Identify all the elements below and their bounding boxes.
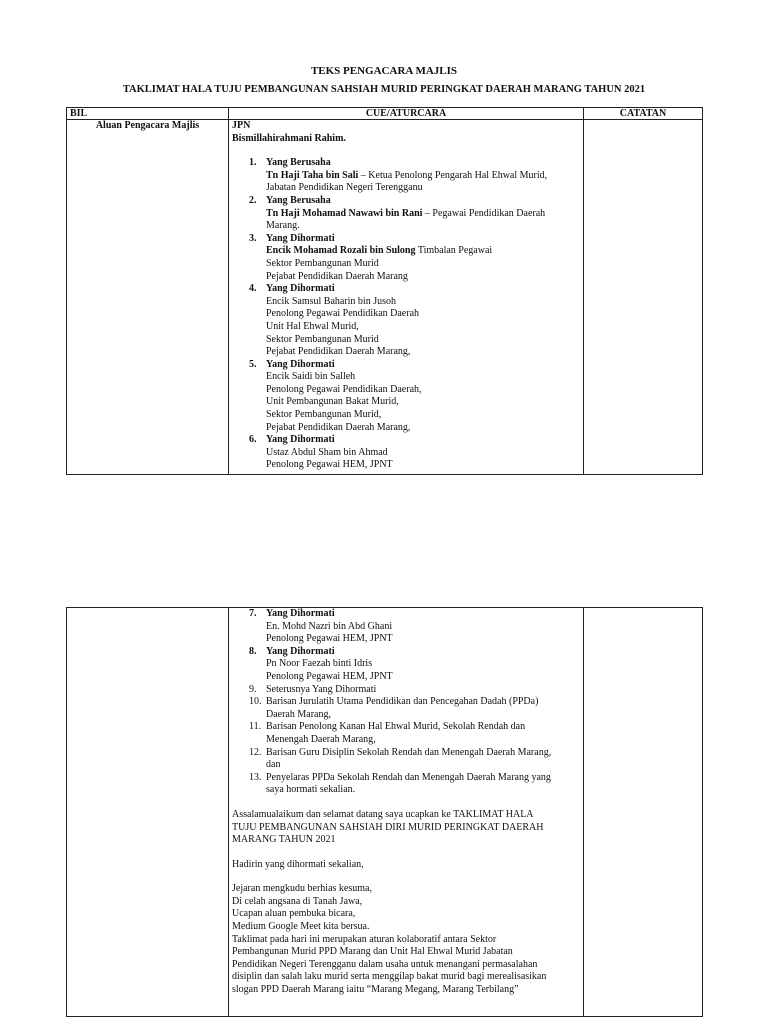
item-detail: dan — [266, 759, 281, 771]
item-detail: Penolong Pegawai HEM, JPNT — [266, 670, 393, 682]
item-detail: Menengah Daerah Marang, — [266, 733, 376, 745]
list-item — [232, 684, 580, 697]
cue-cell — [229, 608, 584, 1017]
item-detail: Sektor Pembangunan Murid, — [266, 409, 382, 421]
greeting-line: MARANG TAHUN 2021 — [232, 834, 336, 846]
pantun-line: Jejaran mengkudu berhias kesuma, — [232, 883, 372, 895]
closing-line: Pendidikan Negeri Terengganu dalam usaha untuk menangani permasalahan — [232, 958, 538, 970]
item-detail: Timbalan Pegawai — [417, 245, 493, 257]
list-item — [232, 608, 580, 646]
item-detail: saya hormati sekalian. — [266, 784, 356, 796]
item-detail: Jabatan Pendidikan Negeri Terengganu — [266, 182, 423, 194]
item-honorific: Yang Dihormati — [266, 232, 335, 244]
closing-line: slogan PPD Daerah Marang iaitu “Marang Megang, Marang Terbilang” — [232, 984, 519, 996]
pantun-verse — [232, 883, 580, 933]
item-detail: Seterusnya Yang Dihormati — [266, 683, 377, 695]
list-item — [232, 696, 580, 721]
item-detail: Sektor Pembangunan Murid — [266, 333, 379, 345]
document-subtitle: TAKLIMAT HALA TUJU PEMBANGUNAN SAHSIAH MURID PERINGKAT DAERAH MARANG TAHUN 2021 — [122, 84, 646, 95]
agenda-table-part-2 — [66, 607, 703, 1017]
item-name: Tn Haji Mohamad Nawawi bin Rani — [266, 207, 423, 219]
pantun-line: Ucapan aluan pembuka bicara, — [232, 908, 356, 920]
item-number: 13. — [249, 771, 262, 783]
item-detail: Penolong Pegawai Pendidikan Daerah, — [266, 383, 422, 395]
item-detail: Penyelaras PPDa Sekolah Rendah dan Menengah Daerah Marang yang — [266, 771, 551, 783]
list-item — [232, 195, 580, 233]
item-number: 9. — [249, 683, 257, 695]
item-name: Tn Haji Taha bin Sali — [266, 169, 359, 181]
role-cell: Aluan Pengacara Majlis — [67, 120, 229, 475]
list-item — [232, 359, 580, 435]
item-detail: Barisan Penolong Kanan Hal Ehwal Murid, Sekolah Rendah dan — [266, 721, 526, 733]
pantun-line: Medium Google Meet kita bersua. — [232, 921, 370, 933]
item-number: 8. — [249, 645, 257, 657]
agenda-table-part-1 — [66, 107, 703, 475]
closing-line: disiplin dan salah laku murid serta menggilap bakat murid bagi merealisasikan — [232, 971, 547, 983]
closing-paragraph — [232, 934, 580, 997]
item-detail: – Pegawai Pendidikan Daerah — [424, 207, 546, 219]
item-honorific: Yang Berusaha — [266, 194, 331, 206]
item-honorific: Yang Dihormati — [266, 358, 335, 370]
item-number: 2. — [249, 194, 257, 206]
list-item — [232, 721, 580, 746]
item-detail: Penolong Pegawai HEM, JPNT — [266, 633, 393, 645]
table-header-row — [67, 108, 703, 120]
list-item — [232, 157, 580, 195]
item-detail: Daerah Marang, — [266, 708, 331, 720]
item-number: 1. — [249, 157, 257, 169]
item-number: 4. — [249, 283, 257, 295]
item-detail: Sektor Pembangunan Murid — [266, 257, 379, 269]
item-detail: Encik Saidi bin Salleh — [266, 371, 356, 383]
item-detail: Ustaz Abdul Sham bin Ahmad — [266, 446, 388, 458]
closing-line: Pembangunan Murid PPD Marang dan Unit Hal Ehwal Murid Jabatan — [232, 946, 513, 958]
greeting-line: Assalamualaikum dan selamat datang saya ucapkan ke TAKLIMAT HALA — [232, 808, 534, 820]
item-number: 5. — [249, 358, 257, 370]
list-item — [232, 646, 580, 684]
dignitary-list-1 — [232, 157, 580, 472]
item-detail: Pejabat Pendidikan Daerah Marang, — [266, 421, 411, 433]
item-first-line — [266, 245, 580, 258]
hadirin-line: Hadirin yang dihormati sekalian, — [232, 858, 364, 870]
item-detail: Penolong Pegawai Pendidikan Daerah — [266, 308, 420, 320]
item-detail: – Ketua Penolong Pengarah Hal Ehwal Murid, — [360, 169, 548, 181]
header-cue: CUE/ATURCARA — [229, 108, 584, 120]
role-cell — [67, 608, 229, 1017]
item-number: 10. — [249, 696, 262, 708]
item-detail: Pn Noor Faezah binti Idris — [266, 658, 373, 670]
header-bil: BIL — [67, 108, 229, 120]
header-catatan: CATATAN — [584, 108, 703, 120]
greeting-line: TUJU PEMBANGUNAN SAHSIAH DIRI MURID PERINGKAT DAERAH — [232, 821, 544, 833]
catatan-cell — [584, 120, 703, 475]
item-detail: Barisan Guru Disiplin Sekolah Rendah dan Menengah Daerah Marang, — [266, 746, 552, 758]
item-detail: Barisan Jurulatih Utama Pendidikan dan Pencegahan Dadah (PPDa) — [266, 696, 539, 708]
greeting-paragraph — [232, 809, 580, 847]
item-honorific: Yang Dihormati — [266, 283, 335, 295]
list-item — [232, 772, 580, 797]
item-honorific: Yang Dihormati — [266, 645, 335, 657]
item-first-line — [266, 208, 580, 221]
item-detail: Unit Pembangunan Bakat Murid, — [266, 396, 399, 408]
item-number: 7. — [249, 608, 257, 619]
item-first-line — [266, 170, 580, 183]
item-number: 12. — [249, 746, 262, 758]
item-detail: Penolong Pegawai HEM, JPNT — [266, 459, 393, 471]
document-title: TEKS PENGACARA MAJLIS — [310, 65, 458, 77]
item-detail: Pejabat Pendidikan Daerah Marang — [266, 270, 408, 282]
item-detail: Unit Hal Ehwal Murid, — [266, 320, 359, 332]
item-detail: Pejabat Pendidikan Daerah Marang, — [266, 346, 411, 358]
cue-cell — [229, 120, 584, 475]
list-item — [232, 233, 580, 283]
closing-line: Taklimat pada hari ini merupakan aturan kolaboratif antara Sektor — [232, 933, 497, 945]
dignitary-list-2 — [232, 608, 580, 797]
list-item — [232, 434, 580, 472]
item-honorific: Yang Dihormati — [266, 608, 335, 619]
pantun-line: Di celah angsana di Tanah Jawa, — [232, 895, 363, 907]
item-honorific: Yang Berusaha — [266, 157, 331, 169]
list-item — [232, 747, 580, 772]
item-detail: Encik Samsul Baharin bin Jusoh — [266, 295, 396, 307]
item-detail: En. Mohd Nazri bin Abd Ghani — [266, 620, 393, 632]
list-item — [232, 283, 580, 359]
item-number: 6. — [249, 434, 257, 446]
item-detail: Marang. — [266, 220, 300, 232]
opening-line: Bismillahirahmani Rahim. — [232, 132, 346, 144]
table-row — [67, 120, 703, 475]
catatan-cell — [584, 608, 703, 1017]
item-number: 11. — [249, 721, 262, 733]
item-number: 3. — [249, 232, 257, 244]
item-name: Encik Mohamad Rozali bin Sulong — [266, 245, 416, 257]
table-row — [67, 608, 703, 1017]
jpn-label: JPN — [232, 120, 251, 131]
item-honorific: Yang Dihormati — [266, 434, 335, 446]
